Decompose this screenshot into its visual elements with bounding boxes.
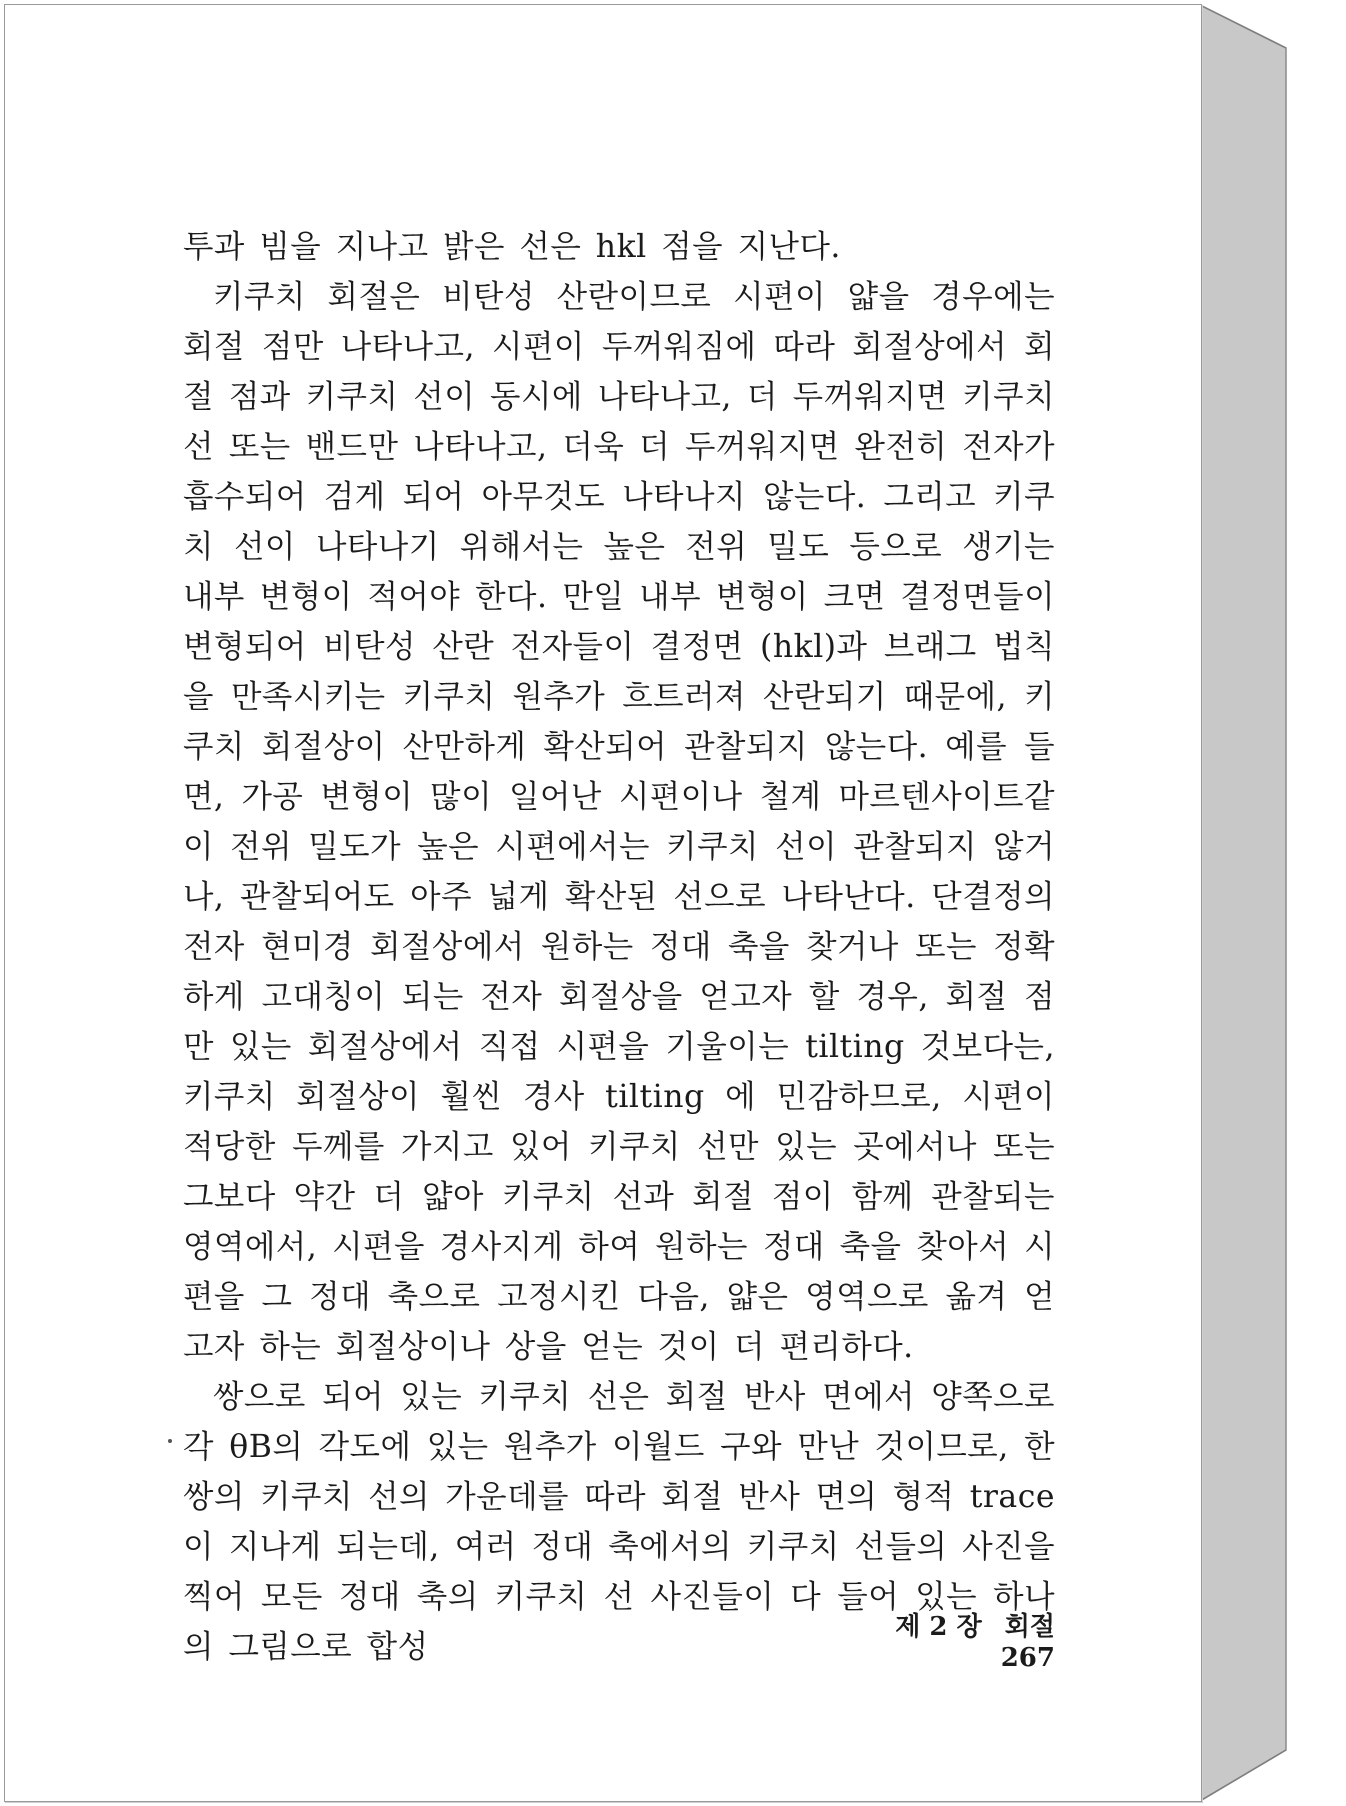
footer-section: 회절 bbox=[1004, 1612, 1055, 1642]
page-body bbox=[183, 222, 1055, 1672]
paragraph-2: 키쿠치 회절은 비탄성 산란이므로 시편이 얇을 경우에는 회절 점만 나타나고, 시편이 두꺼워짐에 따라 회절상에서 회절 점과 키쿠치 선이 동시에 나타나고, 더 두꺼워지면 키쿠치 선 또는 밴드만 나타나고, 더욱 더 두꺼워지면 완전히 전자가 흡수되어 검게 되어 아무것도 나타나지 않는다. 그리고 키쿠치 선이 나타나기 위해서는 높은 전위 밀도 등으로 생기는 내부 변형이 적어야 한다. 만일 내부 변형이 크면 결정면들이 변형되어 비탄성 산란 전자들이 결정면 (hkl)과 브래그 법칙을 만족시키는 키쿠치 원추가 흐트러져 산란되기 때문에, 키쿠치 회절상이 산만하게 확산되어 관찰되지 않는다. 예를 들면, 가공 변형이 많이 일어난 시편이나 철계 마르텐사이트같이 전위 밀도가 높은 시편에서는 키쿠치 선이 관찰되지 않거나, 관찰되어도 아주 넓게 확산된 선으로 나타난다. 단결정의 전자 현미경 회절상에서 원하는 정대 축을 찾거나 또는 정확하게 고대칭이 되는 전자 회절상을 얻고자 할 경우, 회절 점만 있는 회절상에서 직접 시편을 기울이는 tilting 것보다는, 키쿠치 회절상이 훨씬 경사 tilting 에 민감하므로, 시편이 적당한 두께를 가지고 있어 키쿠치 선만 있는 곳에서나 또는 그보다 약간 더 얇아 키쿠치 선과 회절 점이 함께 관찰되는 영역에서, 시편을 경사지게 하여 원하는 정대 축을 찾아서 시편을 그 정대 축으로 고정시킨 다음, 얇은 영역으로 옮겨 얻고자 하는 회절상이나 상을 얻는 것이 더 편리하다. bbox=[183, 279, 1055, 1365]
footer-chapter: 제 2 장 bbox=[895, 1612, 982, 1642]
margin-mark bbox=[168, 1439, 172, 1443]
page-number: 267 bbox=[1000, 1643, 1055, 1673]
page-footer bbox=[840, 1606, 1055, 1673]
paragraph-1: 투과 빔을 지나고 밝은 선은 hkl 점을 지난다. bbox=[183, 229, 841, 265]
paragraph-3: 쌍으로 되어 있는 키쿠치 선은 회절 반사 면에서 양쪽으로 각 θB의 각도에 있는 원추가 이월드 구와 만난 것이므로, 한 쌍의 키쿠치 선의 가운데를 따라 회절 반사 면의 형적 trace 이 지나게 되는데, 여러 정대 축에서의 키쿠치 선들의 사진을 찍어 모든 정대 축의 키쿠치 선 사진들이 다 들어 있는 하나의 그림으로 합성 bbox=[183, 1379, 1055, 1665]
